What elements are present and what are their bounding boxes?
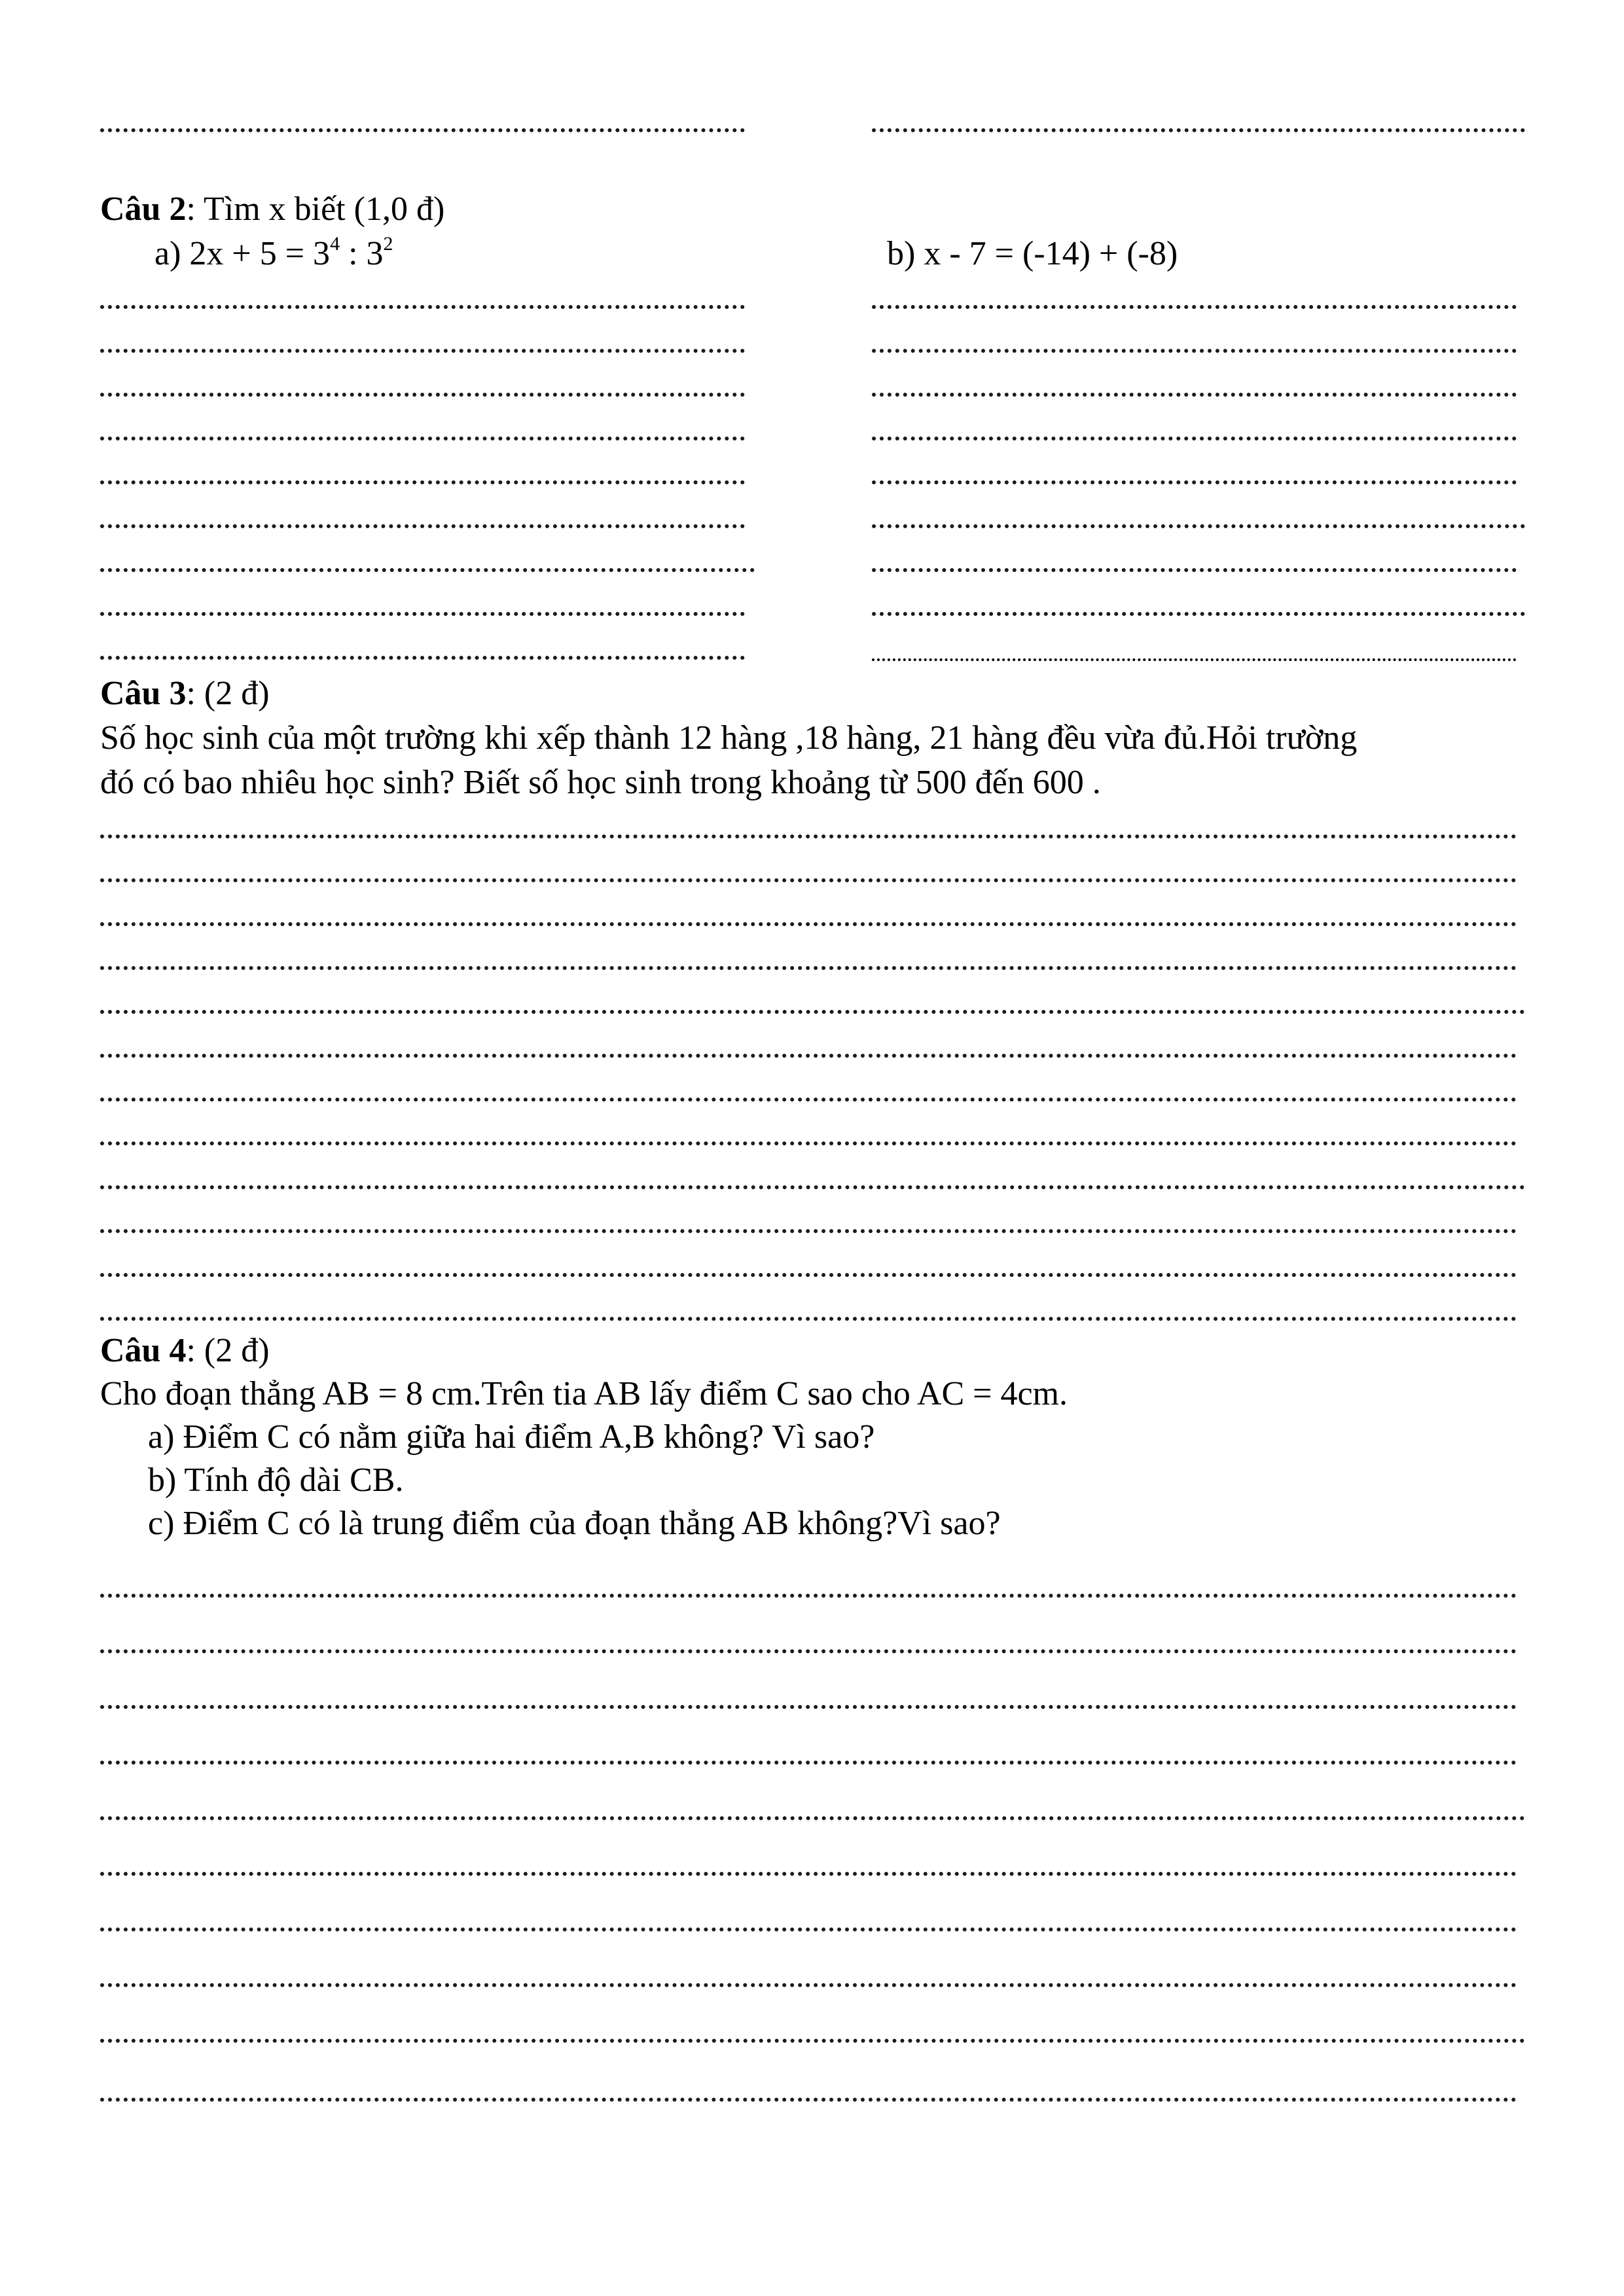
answer-line — [100, 1928, 1517, 1931]
answer-line — [100, 1317, 1517, 1321]
answer-line — [100, 480, 745, 484]
answer-line — [872, 349, 1517, 353]
answer-line — [100, 922, 1517, 926]
question-2-part-b: b) x - 7 = (-14) + (-8) — [887, 235, 1178, 272]
question-3-text-line-2: đó có bao nhiêu học sinh? Biết số học sinh trong khoảng từ 500 đến 600 . — [100, 764, 1101, 801]
answer-line — [100, 305, 745, 309]
question-4-intro: Cho đoạn thẳng AB = 8 cm.Trên tia AB lấy điểm C sao cho AC = 4cm. — [100, 1375, 1068, 1412]
question-4-item-b: b) Tính độ dài CB. — [148, 1462, 404, 1499]
question-3-title: : (2 đ) — [186, 675, 270, 712]
question-2-label: Câu 2 — [100, 190, 187, 228]
answer-line — [872, 612, 1525, 616]
answer-line — [100, 1705, 1517, 1709]
answer-line — [100, 1098, 1517, 1102]
answer-line — [100, 1983, 1517, 1987]
answer-line — [100, 2098, 1517, 2102]
question-2-heading — [100, 190, 444, 228]
question-4-label: Câu 4 — [100, 1332, 187, 1369]
question-3-label: Câu 3 — [100, 675, 187, 712]
answer-line — [100, 568, 755, 572]
question-2-part-a: a) $2x + 5 = 3^4$ : $3^2$ — [154, 232, 393, 272]
answer-line — [100, 1872, 1517, 1876]
answer-line — [100, 1816, 1525, 1820]
answer-line — [100, 612, 745, 616]
answer-line — [100, 1229, 1517, 1233]
question-3-text-line-1: Số học sinh của một trường khi xếp thành 12 hàng ,18 hàng, 21 hàng đều vừa đủ.Hỏi trường — [100, 719, 1358, 757]
answer-line — [872, 437, 1517, 440]
answer-line — [872, 658, 1517, 661]
question-4-title: : (2 đ) — [186, 1332, 270, 1369]
answer-line — [100, 393, 745, 397]
answer-line — [872, 568, 1517, 572]
answer-line — [100, 656, 745, 660]
answer-line — [872, 393, 1517, 397]
answer-line — [872, 305, 1517, 309]
answer-line — [100, 1649, 1517, 1653]
question-3-heading — [100, 674, 270, 713]
answer-line — [100, 1010, 1525, 1014]
answer-line — [872, 480, 1517, 484]
answer-line-top-left — [100, 128, 745, 132]
question-4-item-c: c) Điểm C có là trung điểm của đoạn thẳng AB không?Vì sao? — [148, 1505, 1001, 1542]
answer-line — [100, 1185, 1525, 1189]
answer-line — [100, 966, 1517, 970]
answer-line — [872, 524, 1525, 528]
answer-line — [100, 524, 745, 528]
answer-line — [100, 1054, 1517, 1058]
answer-line — [100, 1761, 1517, 1765]
question-4-item-a: a) Điểm C có nằm giữa hai điểm A,B không? Vì sao? — [148, 1418, 875, 1456]
answer-line — [100, 1273, 1517, 1277]
answer-line — [100, 834, 1517, 838]
answer-line — [100, 878, 1517, 882]
question-4-heading — [100, 1331, 270, 1370]
answer-line-top-right — [872, 128, 1525, 132]
answer-line — [100, 437, 745, 440]
answer-line — [100, 349, 745, 353]
answer-line — [100, 1141, 1517, 1145]
question-2-title: : Tìm x biết (1,0 đ) — [186, 190, 445, 228]
answer-line — [100, 2039, 1525, 2043]
answer-line — [100, 1594, 1517, 1598]
